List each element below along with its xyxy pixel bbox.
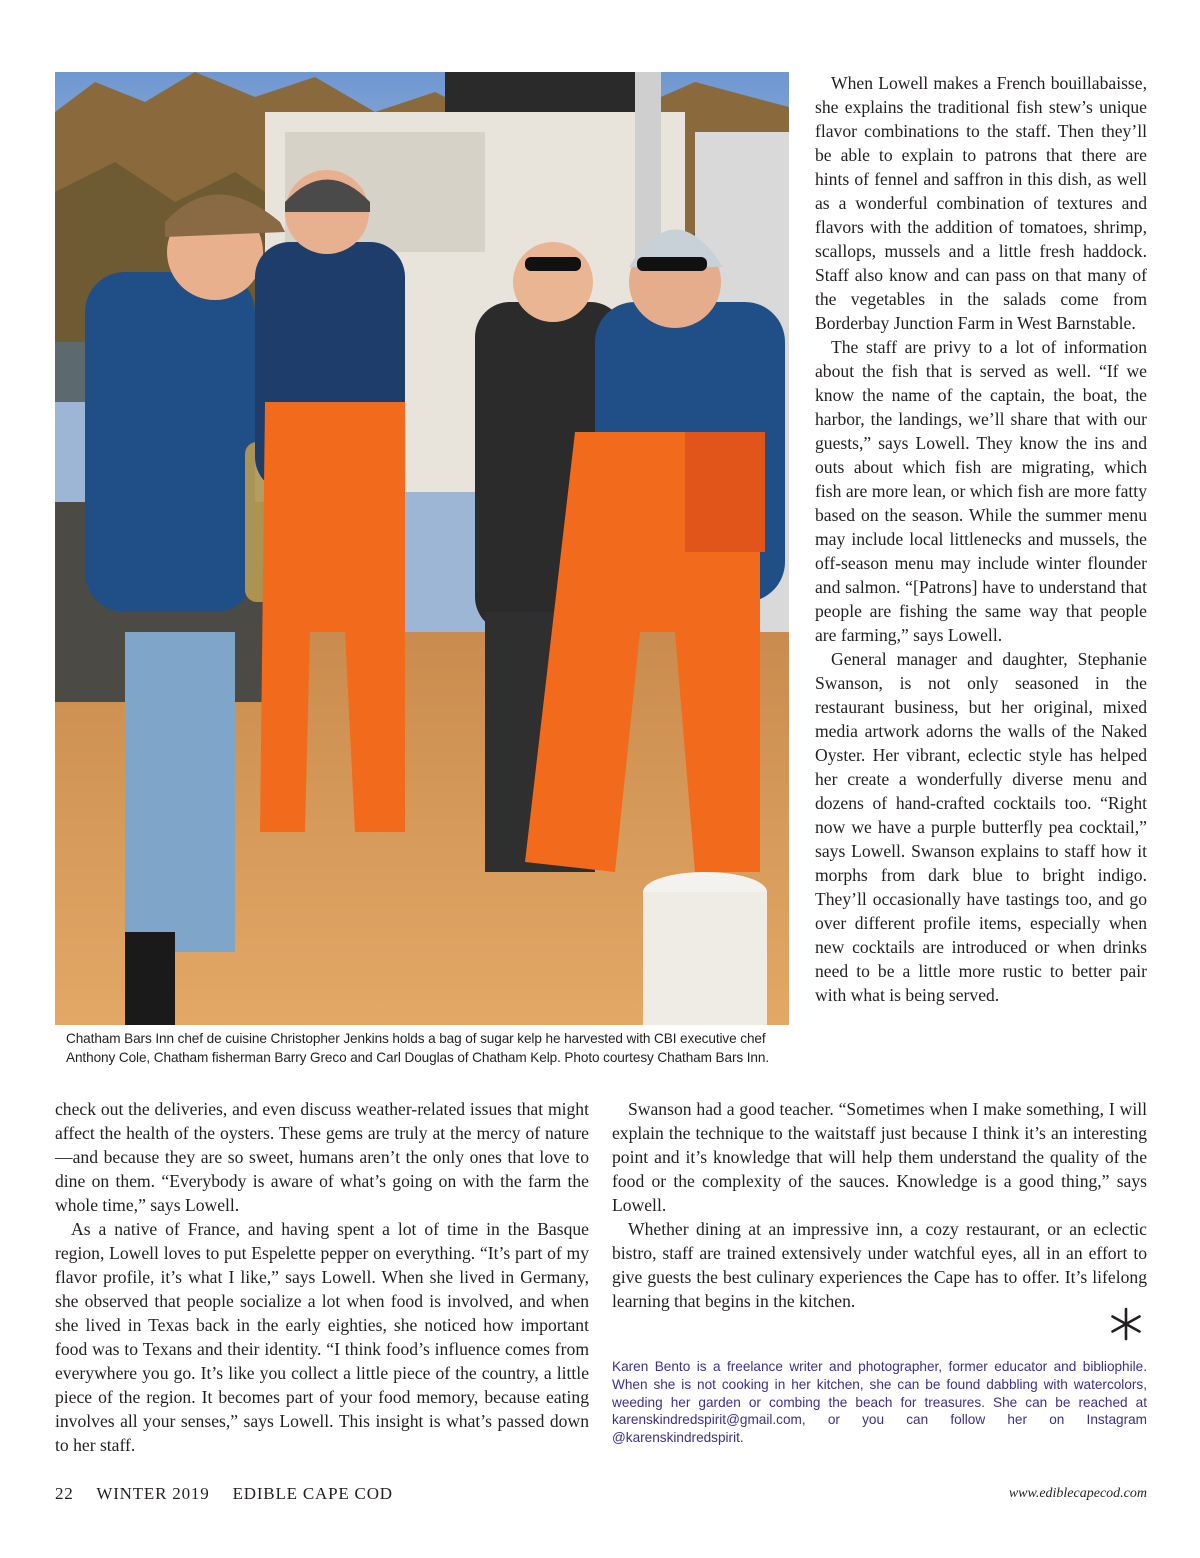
issue-label: WINTER 2019 — [96, 1484, 210, 1503]
website-link[interactable]: www.ediblecapecod.com — [1008, 1486, 1147, 1501]
paragraph-native-of-france: As a native of France, and having spent a lot of time in the Basque region, Lowell loves to put Espelette pepper on everything. “It’s part of my flavor profile, it’s what I like,” says Lowell. When she lived in Germany, she observed that people socialize a lot when food is involved, and when she lived in Texas back in the early eighties, she noticed how important food was to Texans and their identity. “I think food’s influence comes from everywhere you go. It’s like you collect a little piece of the country, a little piece of the region. It becomes part of your food memory, because eating involves all your senses,” says Lowell. This insight is what’s passed down to her staff. — [55, 1219, 589, 1455]
page-footer — [55, 1484, 411, 1504]
author-bio: Karen Bento is a freelance writer and photographer, former educator and bibliophile. When she is not cooking in her kitchen, she can be found dabbling with watercolors, weeding her garden or combing the beach for treasures. She can be reached at karenskindredspirit@gmail.com, or you can follow her on Instagram @karenskindredspirit. — [612, 1359, 1147, 1446]
paragraph-good-teacher: Swanson had a good teacher. “Sometimes when I make something, I will explain the technique to the waitstaff just because I think it’s an interesting point and it’s knowledge that will help them understand the quality of the food or the complexity of the sauces. Knowledge is a good thing,” says Lowell. — [612, 1099, 1147, 1215]
paragraph-bouillabaisse: When Lowell makes a French bouillabaisse, she explains the traditional fish stew’s unique flavor combinations to the staff. Then they’ll be able to explain to patrons that there are hints of fennel and saffron in this dish, as well as a wonderful combination of textures and flavors with the addition of tomatoes, shrimp, scallops, mussels and a little fresh haddock. Staff also know and can pass on that many of the vegetables in the salads come from Borderbay Junction Farm in West Barnstable. — [815, 73, 1147, 333]
photo-caption: Chatham Bars Inn chef de cuisine Christopher Jenkins holds a bag of sugar kelp he harvested with CBI executive chef Anthony Cole, Chatham fisherman Barry Greco and Carl Douglas of Chatham Kelp. Photo courtesy Chatham Bars Inn. — [66, 1031, 770, 1065]
end-of-article-asterisk-icon — [1108, 1306, 1144, 1342]
article-photo — [55, 72, 789, 1025]
paragraph-closing: Whether dining at an impressive inn, a cozy restaurant, or an eclectic bistro, staff are trained extensively under watchful eyes, all in an effort to give guests the best culinary experiences the Cape has to offer. It’s lifelong learning that begins in the kitchen. — [612, 1219, 1147, 1311]
paragraph-deliveries: check out the deliveries, and even discuss weather-related issues that might affect the health of the oysters. These gems are truly at the mercy of nature—and because they are so sweet, humans aren’t the only ones that love to dine on them. “Everybody is aware of what’s going on with the farm the whole time,” says Lowell. — [55, 1099, 589, 1215]
paragraph-stephanie-swanson: General manager and daughter, Stephanie Swanson, is not only seasoned in the restaurant business, but her original, mixed media artwork adorns the walls of the Naked Oyster. Her vibrant, eclectic style has helped her create a wonderfully diverse menu and dozens of hand-crafted cocktails too. “Right now we have a purple butterfly pea cocktail,” says Lowell. Swanson explains to staff how it morphs from dark blue to bright indigo. They’ll occasionally have tastings too, and go over different profile items, especially when new cocktails are introduced or when drinks need to be a little more rustic to better pair with what is being served. — [815, 649, 1147, 1005]
page-number: 22 — [55, 1484, 74, 1503]
photo-fishermen-on-boat — [55, 72, 789, 1025]
article-right-column — [815, 71, 1147, 1007]
article-middle-column — [612, 1097, 1147, 1313]
article-left-column — [55, 1097, 589, 1457]
paragraph-fish-information: The staff are privy to a lot of information about the fish that is served as well. “If we know the name of the captain, the boat, the harbor, the landings, we’ll share that with our guests,” says Lowell. They know the ins and outs about which fish are migrating, which fish are more lean, or which fish are more fatty based on the season. While the summer menu may include local littlenecks and mussels, the off-season menu may include winter flounder and salmon. “[Patrons] have to understand that people are fishing the same way that people are farming,” says Lowell. — [815, 337, 1147, 645]
magazine-name: EDIBLE CAPE COD — [232, 1484, 393, 1503]
